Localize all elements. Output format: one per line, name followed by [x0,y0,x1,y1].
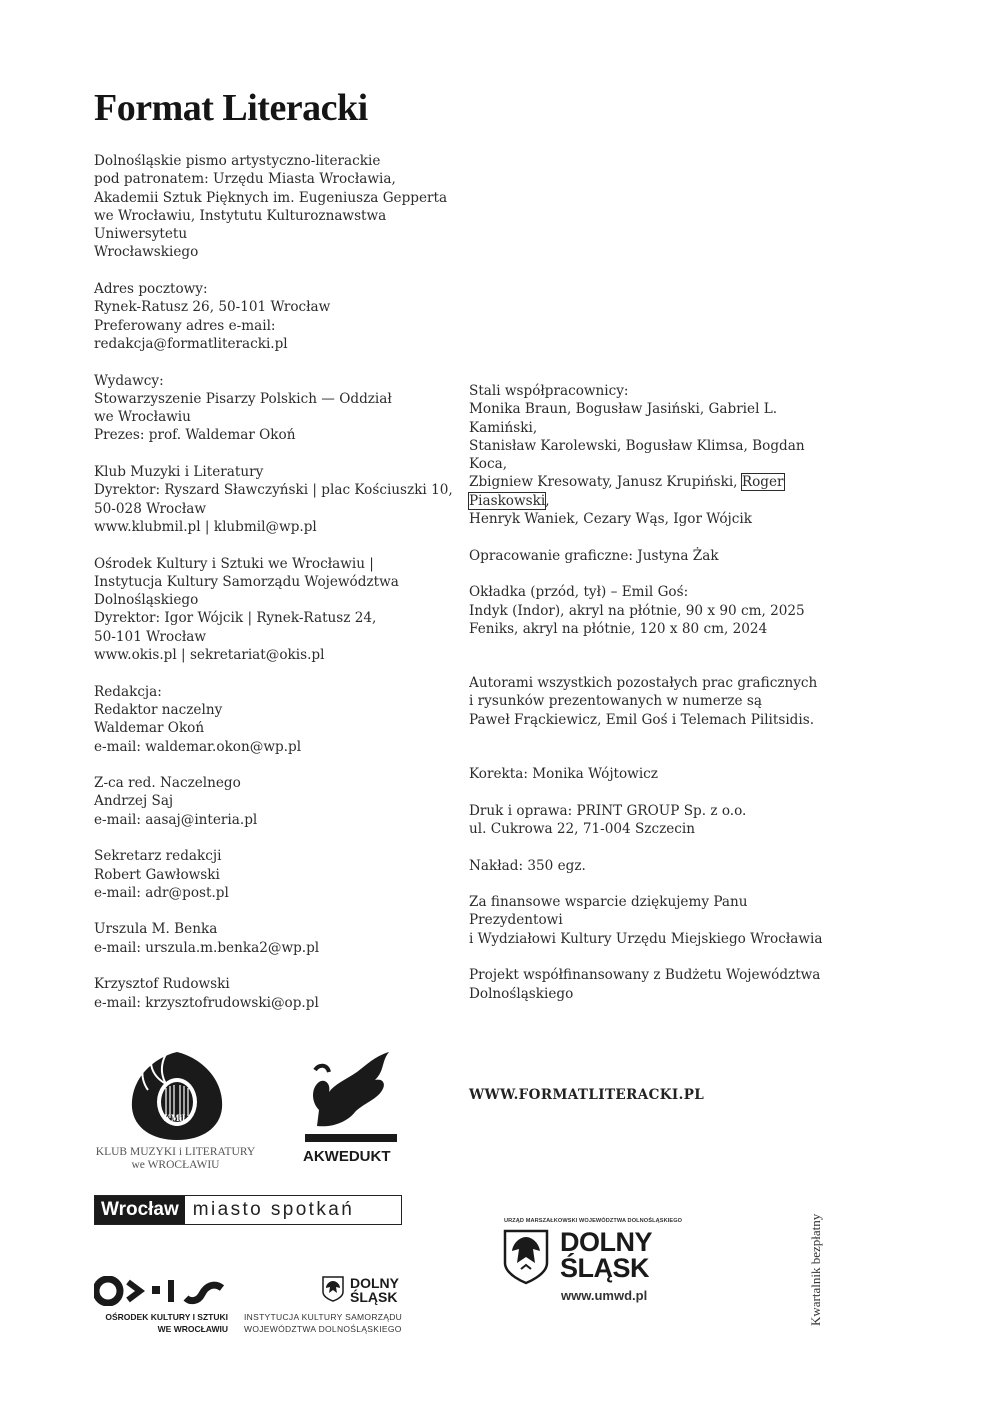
kmil-badge: KMiL [164,1113,188,1123]
okis-logo [94,1276,228,1306]
intro-text: Dolnośląskie pismo artystyczno-literackie pod patronatem: Urzędu Miasta Wrocławia, Akademii Sztuk Pięknych im. Eugeniusza Gepperta we Wrocławiu, Instytutu Kulturoznawstwa Uniwersytetu Wrocławskiego [94,153,448,261]
cofinance-note: Projekt współfinansowany z Budżetu Województwa Dolnośląskiego [469,967,821,1002]
deputy-editor-block: Z-ca red. Naczelnego Andrzej Saj e-mail: aasaj@interia.pl [94,775,258,828]
wroclaw-logo: Wrocław miasto spotkań [94,1195,402,1225]
cover-credit: Okładka (przód, tył) – Emil Goś: Indyk (Indor), akryl na płótnie, 90 x 90 cm, 2025 Feniks, akryl na płótnie, 120 x 80 cm, 2024 [469,584,805,637]
highlighted-name: Roger Piaskowski [469,474,784,509]
collaborators-block: Stali współpracownicy: Monika Braun, Bogusław Jasiński, Gabriel L. Kamiński, Stanisław Karolewski, Bogusław Klimsa, Bogdan Koca, Zbigniew Kresowaty, Janusz Krupiński, Roger Piaskowski, Henryk Waniek, Cezary Wąs, Igor Wójcik [469,383,805,528]
okis-block: Ośrodek Kultury i Sztuki we Wrocławiu | Instytucja Kultury Samorządu Województwa Dolnośląskiego Dyrektor: Igor Wójcik | Rynek-Ratusz 24, 50-101 Wrocław www.okis.pl | sekretariat@okis.pl [94,555,399,664]
free-quarterly-note: Kwartalnik bezpłatny [808,1213,823,1326]
club-block: Klub Muzyki i Literatury Dyrektor: Ryszard Sławczyński | plac Kościuszki 10, 50-028 Wrocław www.klubmil.pl | klubmil@wp.pl [94,464,453,535]
swan-icon [305,1050,397,1146]
umwd-header: URZĄD MARSZAŁKOWSKI WOJEWÓDZTWA DOLNOŚLĄSKIEGO [504,1218,683,1224]
left-column [94,152,474,1030]
okis-caption: OŚRODEK KULTURY I SZTUKI WE WROCŁAWIU [105,1312,228,1334]
thanks-note: Za finansowe wsparcie dziękujemy Panu Prezydentowi i Wydziałowi Kultury Urzędu Miejskiego Wrocławia [469,894,823,947]
postal-address: Adres pocztowy: Rynek-Ratusz 26, 50-101 Wrocław Preferowany adres e-mail: redakcja@formatliteracki.pl [94,281,331,352]
editorial-block: Redakcja: Redaktor naczelny Waldemar Okoń e-mail: waldemar.okon@wp.pl [94,683,302,755]
institution-caption: INSTYTUCJA KULTURY SAMORZĄDU WOJEWÓDZTWA DOLNOŚLĄSKIEGO [244,1312,403,1334]
circulation: Nakład: 350 egz. [469,857,586,874]
dolny-slask-small: DOLNY ŚLĄSK [350,1275,399,1305]
akwedukt-label: AKWEDUKT [303,1148,391,1165]
proofreading-credit: Korekta: Monika Wójtowicz [469,766,658,783]
graphic-design-credit: Opracowanie graficzne: Justyna Żak [469,547,719,564]
eagle-shield-icon [503,1229,549,1285]
umwd-url[interactable]: www.umwd.pl [561,1288,648,1303]
kmil-logo [122,1040,232,1144]
eagle-icon [322,1276,344,1302]
benka-block: Urszula M. Benka e-mail: urszula.m.benka2@wp.pl [94,921,320,956]
page-title: Format Literacki [94,87,368,129]
website-link[interactable]: WWW.FORMATLITERACKI.PL [469,1087,705,1103]
kmil-caption: KLUB MUZYKI i LITERATURY we WROCŁAWIU [95,1146,256,1171]
rudowski-block: Krzysztof Rudowski e-mail: krzysztofrudowski@op.pl [94,976,319,1011]
publishers-block: Wydawcy: Stowarzyszenie Pisarzy Polskich — Oddział we Wrocławiu Prezes: prof. Waldemar Okoń [94,372,392,444]
print-credit: Druk i oprawa: PRINT GROUP Sp. z o.o. ul. Cukrowa 22, 71-004 Szczecin [469,802,747,837]
artwork-authors: Autorami wszystkich pozostałych prac graficznych i rysunków prezentowanych w numerze są Paweł Frąckiewicz, Emil Goś i Telemach Pilitsidis. [469,675,818,728]
right-column [469,382,839,1021]
secretary-block: Sekretarz redakcji Robert Gawłowski e-mail: adr@post.pl [94,848,229,901]
dolny-slask-large: DOLNY ŚLĄSK [560,1227,652,1283]
